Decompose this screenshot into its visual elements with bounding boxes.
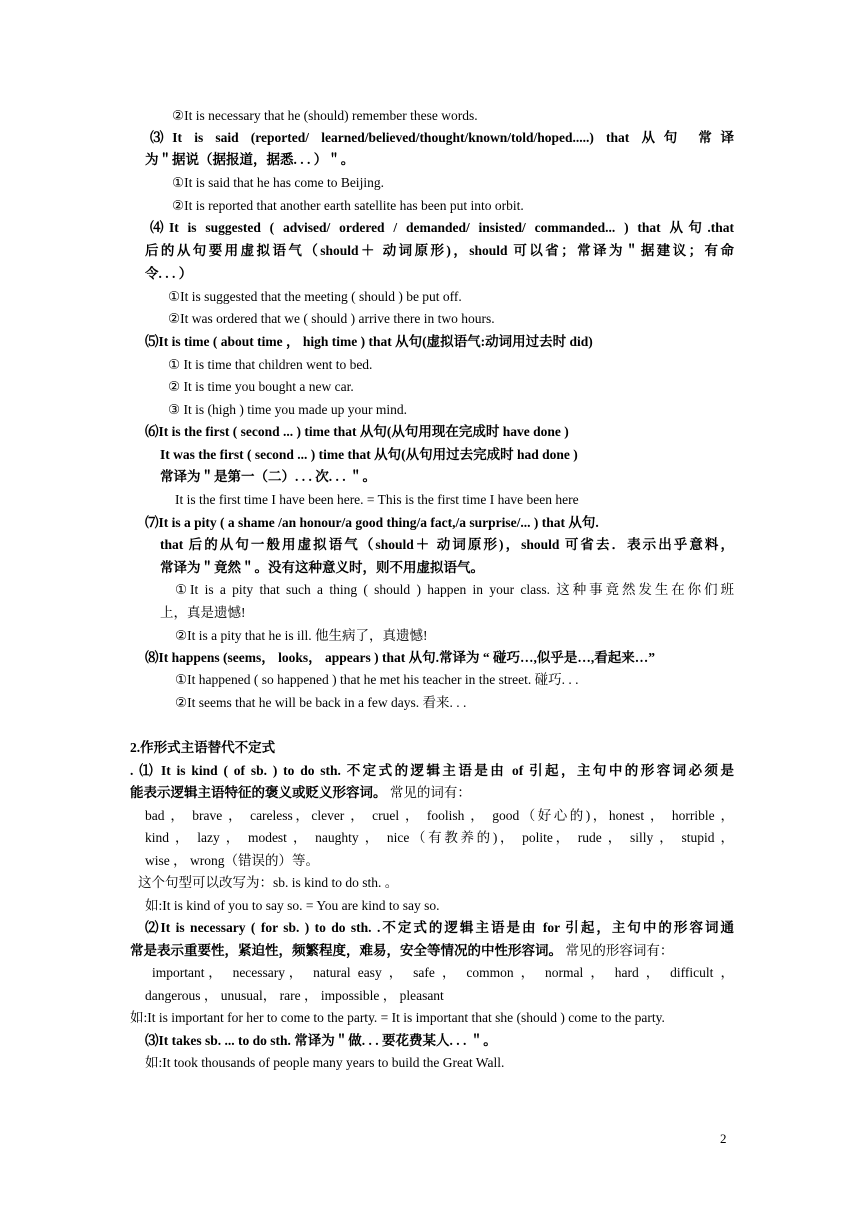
text-line: that 后的从句一般用虚拟语气（should＋ 动词原形)，should 可省去．表示出乎意料， xyxy=(160,537,734,552)
text-line: dangerous ， unusual， rare ， impossible ， pleasant xyxy=(145,988,444,1003)
text-line: ①It is suggested that the meeting ( should ) be put off. xyxy=(168,289,462,304)
text-line: ⑻It happens (seems， looks， appears ) that 从句.常译为 “ 碰巧…,似乎是…,看起来…” xyxy=(145,650,656,665)
text-line: ①It happened ( so happened ) that he met his teacher in the street. 碰巧. . . xyxy=(175,672,579,687)
text-line: ⑹It is the first ( second ... ) time that 从句(从句用现在完成时 have done ) xyxy=(145,424,569,439)
text-line: wise ， wrong（错误的）等。 xyxy=(145,853,319,868)
text-line: It is the first time I have been here. = This is the first time I have been here xyxy=(175,492,579,507)
text-line: ⑷It is suggested ( advised/ ordered / demanded/ insisted/ commanded... ) that 从句.that xyxy=(150,220,734,235)
text-line: 常译为＂竟然＂。没有这种意义时，则不用虚拟语气。 xyxy=(160,560,484,575)
text-line xyxy=(130,941,673,961)
plain-text: 常见的形容词有： xyxy=(562,943,674,958)
text-line: ⑵It is necessary ( for sb. ) to do sth. .不定式的逻辑主语是由 for 引起，主句中的形容词通 xyxy=(145,920,734,935)
text-line: 如:It is important for her to come to the party. = It is important that she (should ) come to the party. xyxy=(130,1010,665,1025)
text-line: ③ It is (high ) time you made up your mind. xyxy=(168,402,407,417)
text-line: ⑶It takes sb. ... to do sth. 常译为＂做. . . 要花费某人. . . ＂。 xyxy=(145,1033,497,1048)
text-line: important， necessary， natural easy ， safe ， common ， normal ， hard ， difficult ， xyxy=(152,965,734,980)
text-line: 为＂据说（据报道，据悉. . . ）＂。 xyxy=(145,152,355,167)
text-line: ⑸It is time ( about time ， high time ) that 从句(虚拟语气:动词用过去时 did) xyxy=(145,334,593,349)
text-line: ② It is time you bought a new car. xyxy=(168,379,354,394)
text-line: . ⑴ It is kind ( of sb. ) to do sth. 不定式的逻辑主语是由 of 引起，主句中的形容词必须是 xyxy=(130,763,734,778)
text-line: ②It was ordered that we ( should ) arrive there in two hours. xyxy=(168,311,495,326)
text-line: kind ， lazy ， modest ， naughty ， nice（有教养的)， polite， rude ， silly ， stupid ， xyxy=(145,830,734,845)
text-line: ①It is said that he has come to Beijing. xyxy=(172,175,384,190)
text-line: ① It is time that children went to bed. xyxy=(168,357,373,372)
text-line: ②It is a pity that he is ill. 他生病了，真遗憾! xyxy=(175,628,428,643)
text-line: ①It is a pity that such a thing ( should ) happen in your class. 这种事竟然发生在你们班 xyxy=(175,582,734,597)
text-line: It was the first ( second ... ) time that 从句(从句用过去完成时 had done ) xyxy=(160,447,578,462)
text-line: ⑺It is a pity ( a shame /an honour/a good thing/a fact,/a surprise/... ) that 从句. xyxy=(145,515,599,530)
text-line: 这个句型可以改写为：sb. is kind to do sth. 。 xyxy=(138,875,399,890)
page-number: 2 xyxy=(720,1131,727,1146)
text-line: 后的从句要用虚拟语气（should＋ 动词原形)，should 可以省；常译为＂据建议；有命 xyxy=(145,243,734,258)
text-line: 如:It took thousands of people many years to build the Great Wall. xyxy=(145,1055,505,1070)
text-line xyxy=(130,783,471,803)
plain-text: 常见的词有： xyxy=(386,785,471,800)
text-line: 常译为＂是第一（二）. . . 次. . . ＂。 xyxy=(160,469,376,484)
text-line: 如:It is kind of you to say so. = You are kind to say so. xyxy=(145,898,440,913)
bold-text: 能表示逻辑主语特征的褒义或贬义形容词。 xyxy=(130,785,387,800)
text-line: bad ， brave ， careless，clever ， cruel ， foolish ， good（好心的)，honest ， horrible ， xyxy=(145,808,734,823)
text-line: 上，真是遗憾! xyxy=(160,605,246,620)
text-line: ②It is reported that another earth satellite has been put into orbit. xyxy=(172,198,524,213)
text-line: ②It is necessary that he (should) remember these words. xyxy=(172,108,478,123)
text-line: 2.作形式主语替代不定式 xyxy=(130,740,276,755)
text-line: ②It seems that he will be back in a few days. 看来. . . xyxy=(175,695,467,710)
text-line: 令. . . ） xyxy=(145,266,193,281)
text-line: ⑶It is said (reported/ learned/believed/thought/known/told/hoped.....) that 从句 常译 xyxy=(150,130,734,145)
bold-text: 常是表示重要性，紧迫性，频繁程度，难易，安全等情况的中性形容词。 xyxy=(130,943,562,958)
